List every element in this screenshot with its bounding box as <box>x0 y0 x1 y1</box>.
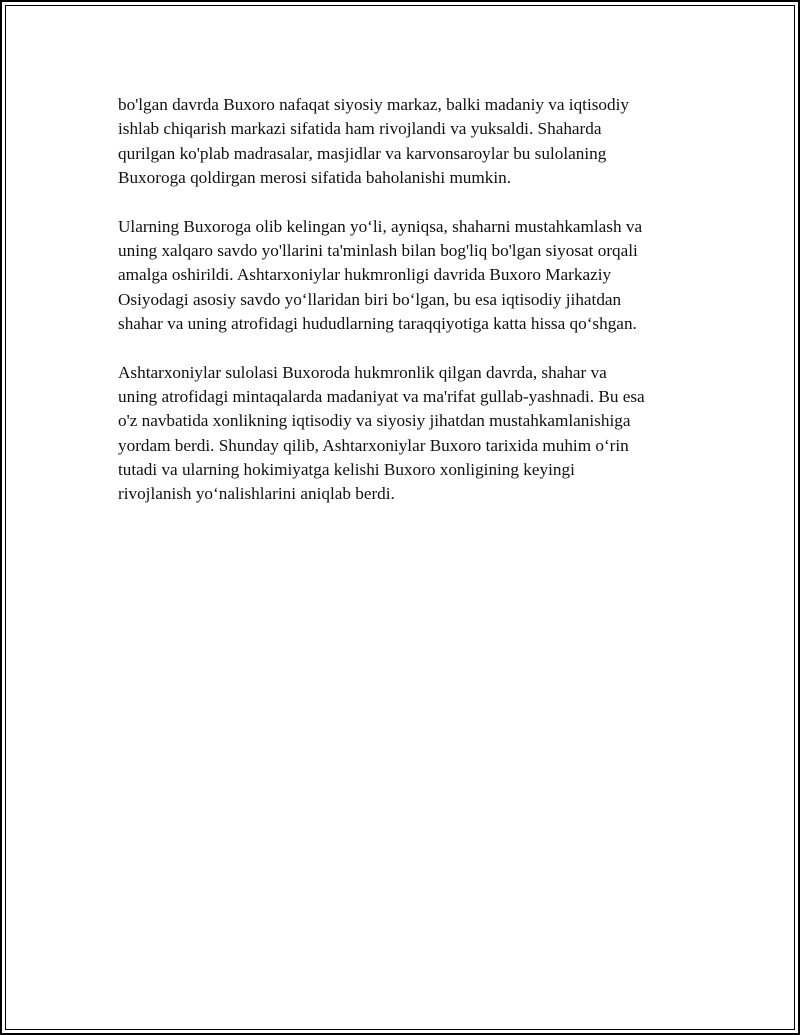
text-line: ishlab chiqarish markazi sifatida ham rivojlandi va yuksaldi. Shaharda <box>118 119 602 139</box>
text-line: Ashtarxoniylar sulolasi Buxoroda hukmronlik qilgan davrda, shahar va <box>118 362 607 382</box>
paragraph-3 <box>118 361 693 507</box>
text-line: o'z navbatida xonlikning iqtisodiy va siyosiy jihatdan mustahkamlanishiga <box>118 411 631 431</box>
text-line: qurilgan ko'plab madrasalar, masjidlar va karvonsaroylar bu sulolaning <box>118 143 607 163</box>
text-line: bo'lgan davrda Buxoro nafaqat siyosiy markaz, balki madaniy va iqtisodiy <box>118 95 629 114</box>
text-line: uning atrofidagi mintaqalarda madaniyat va ma'rifat gullab-yashnadi. Bu esa <box>118 386 645 406</box>
text-line: shahar va uning atrofidagi hududlarning taraqqiyotiga katta hissa qo‘shgan. <box>118 313 637 333</box>
paragraph-1 <box>118 93 693 190</box>
text-line: Buxoroga qoldirgan merosi sifatida baholanishi mumkin. <box>118 167 512 187</box>
text-line: uning xalqaro savdo yo'llarini ta'minlash bilan bog'liq bo'lgan siyosat orqali <box>118 240 638 260</box>
document-body <box>118 93 693 531</box>
text-line: rivojlanish yo‘nalishlarini aniqlab berdi. <box>118 484 395 504</box>
text-line: tutadi va ularning hokimiyatga kelishi Buxoro xonligining keyingi <box>118 459 575 479</box>
text-line: Ularning Buxoroga olib kelingan yo‘li, ayniqsa, shaharni mustahkamlash va <box>118 216 643 236</box>
paragraph-2 <box>118 215 693 336</box>
text-line: Osiyodagi asosiy savdo yo‘llaridan biri bo‘lgan, bu esa iqtisodiy jihatdan <box>118 289 622 309</box>
text-line: yordam berdi. Shunday qilib, Ashtarxoniylar Buxoro tarixida muhim o‘rin <box>118 435 629 455</box>
text-line: amalga oshirildi. Ashtarxoniylar hukmronligi davrida Buxoro Markaziy <box>118 265 612 285</box>
